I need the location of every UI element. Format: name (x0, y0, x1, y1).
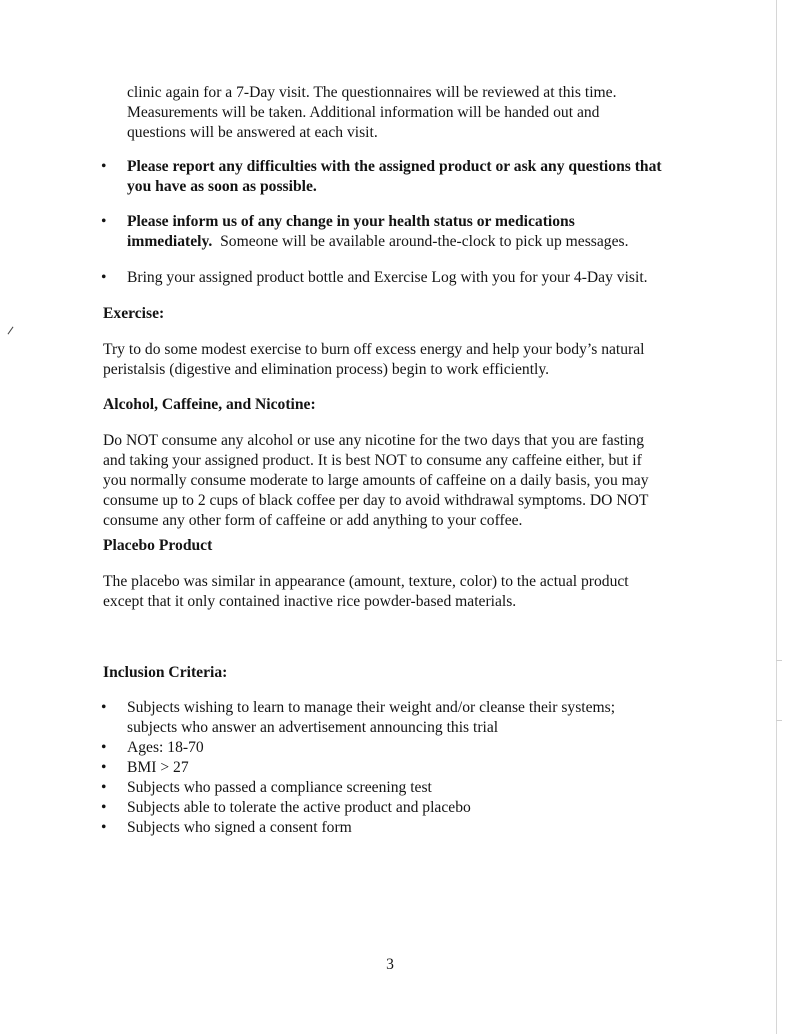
list-item (101, 818, 701, 838)
exercise-paragraph (103, 340, 683, 380)
scan-mark (776, 660, 782, 661)
bullet-report-line: you have as soon as possible. (127, 178, 317, 195)
list-item (101, 778, 701, 798)
alcohol-line: and taking your assigned product. It is best NOT to consume any caffeine either, but if (103, 452, 642, 469)
bullet-inform-rest: Someone will be available around-the-clock to pick up messages. (212, 233, 629, 250)
list-item-line: Subjects able to tolerate the active product and placebo (127, 799, 471, 816)
page-number: 3 (386, 956, 394, 973)
placebo-line: except that it only contained inactive rice powder-based materials. (103, 593, 517, 610)
bullet-inform-line: Please inform us of any change in your health status or medications (127, 213, 575, 230)
list-item (101, 738, 701, 758)
bullet-icon: • (101, 779, 107, 796)
alcohol-line: you normally consume moderate to large amounts of caffeine on a daily basis, you may (103, 472, 649, 489)
bullet-icon: • (101, 799, 107, 816)
placebo-line: The placebo was similar in appearance (amount, texture, color) to the actual product (103, 573, 629, 590)
bullet-bring (101, 268, 691, 288)
intro-paragraph (127, 83, 687, 143)
intro-line: questions will be answered at each visit. (127, 124, 378, 141)
placebo-heading: Placebo Product (103, 537, 213, 554)
list-item-line: Ages: 18-70 (127, 739, 204, 756)
bullet-icon: • (101, 213, 107, 230)
page-edge-line (776, 0, 777, 1034)
bullet-icon: • (101, 699, 107, 716)
list-item-line: BMI > 27 (127, 759, 189, 776)
bullet-icon: • (101, 819, 107, 836)
intro-line: Measurements will be taken. Additional information will be handed out and (127, 104, 600, 121)
list-item-line: subjects who answer an advertisement announcing this trial (127, 719, 499, 736)
alcohol-line: Do NOT consume any alcohol or use any nicotine for the two days that you are fasting (103, 432, 645, 449)
intro-line: clinic again for a 7-Day visit. The questionnaires will be reviewed at this time. (127, 84, 617, 101)
bullet-inform (101, 212, 691, 252)
placebo-paragraph (103, 572, 683, 612)
bullet-report (101, 157, 691, 197)
bullet-icon: • (101, 739, 107, 756)
inclusion-list (101, 698, 701, 838)
bullet-icon: • (101, 269, 107, 286)
exercise-heading: Exercise: (103, 305, 165, 322)
exercise-line: peristalsis (digestive and elimination process) begin to work efficiently. (103, 361, 550, 378)
alcohol-line: consume any other form of caffeine or add anything to your coffee. (103, 512, 523, 529)
stray-pen-mark (8, 327, 14, 335)
list-item (101, 798, 701, 818)
list-item-line: Subjects wishing to learn to manage their weight and/or cleanse their systems; (127, 699, 616, 716)
bullet-report-line: Please report any difficulties with the assigned product or ask any questions that (127, 158, 662, 175)
alcohol-paragraph (103, 431, 683, 531)
bullet-icon: • (101, 759, 107, 776)
alcohol-line: consume up to 2 cups of black coffee per day to avoid withdrawal symptoms. DO NOT (103, 492, 649, 509)
list-item (101, 758, 701, 778)
scan-mark (776, 720, 782, 721)
list-item-line: Subjects who signed a consent form (127, 819, 352, 836)
bullet-icon: • (101, 158, 107, 175)
list-item-line: Subjects who passed a compliance screening test (127, 779, 432, 796)
alcohol-heading: Alcohol, Caffeine, and Nicotine: (103, 396, 316, 413)
bullet-inform-bold: immediately. (127, 233, 213, 250)
bullet-bring-text: Bring your assigned product bottle and Exercise Log with you for your 4-Day visit. (127, 269, 648, 286)
inclusion-heading: Inclusion Criteria: (103, 664, 228, 681)
exercise-line: Try to do some modest exercise to burn off excess energy and help your body’s natural (103, 341, 645, 358)
list-item (101, 698, 701, 738)
